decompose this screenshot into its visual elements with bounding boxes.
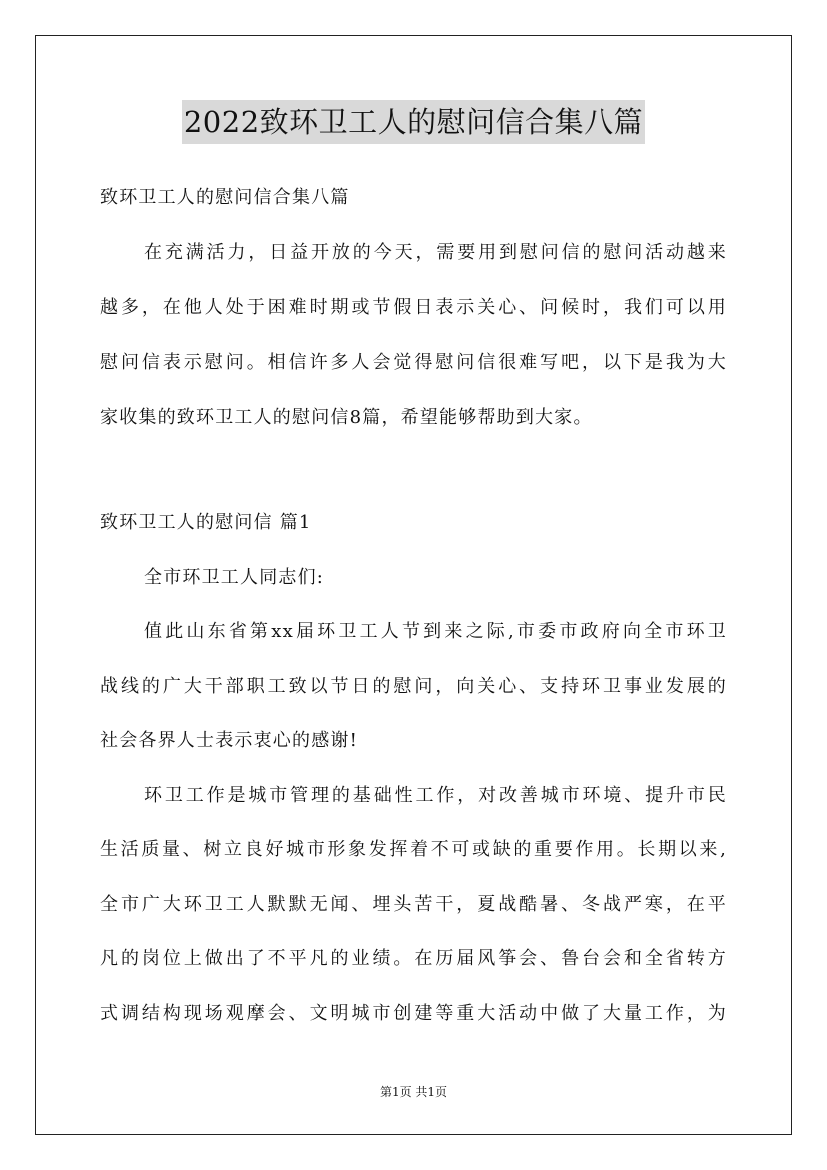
page-footer: 第1页 共1页 (379, 1085, 448, 1099)
para2-line-2: 生活质量、树立良好城市形象发挥着不可或缺的重要作用。长期以来, (100, 839, 727, 860)
intro-line-4: 家收集的致环卫工人的慰问信8篇，希望能够帮助到大家。 (100, 407, 593, 428)
para2-line-3: 全市广大环卫工人默默无闻、埋头苦干，夏战酷暑、冬战严寒，在平 (100, 894, 727, 915)
para2-line-4: 凡的岗位上做出了不平凡的业绩。在历届风筝会、鲁台会和全省转方 (100, 948, 727, 969)
para1-line-2: 战线的广大干部职工致以节日的慰问，向关心、支持环卫事业发展的 (100, 676, 727, 697)
document-title: 2022致环卫工人的慰问信合集八篇 (182, 100, 645, 144)
intro-line-3: 慰问信表示慰问。相信许多人会觉得慰问信很难写吧，以下是我为大 (100, 352, 727, 373)
para1-line-1: 值此山东省第xx届环卫工人节到来之际,市委市政府向全市环卫 (144, 621, 727, 642)
section-heading: 致环卫工人的慰问信 篇1 (100, 512, 312, 533)
para1-line-3: 社会各界人士表示衷心的感谢! (100, 730, 359, 751)
intro-line-1: 在充满活力，日益开放的今天，需要用到慰问信的慰问活动越来 (144, 242, 727, 263)
para2-line-5: 式调结构现场观摩会、文明城市创建等重大活动中做了大量工作，为 (100, 1003, 727, 1024)
subtitle: 致环卫工人的慰问信合集八篇 (100, 187, 350, 208)
intro-line-2: 越多，在他人处于困难时期或节假日表示关心、问候时，我们可以用 (100, 297, 727, 318)
para2-line-1: 环卫工作是城市管理的基础性工作，对改善城市环境、提升市民 (144, 785, 727, 806)
salutation: 全市环卫工人同志们: (144, 567, 325, 588)
title-container (0, 100, 827, 144)
